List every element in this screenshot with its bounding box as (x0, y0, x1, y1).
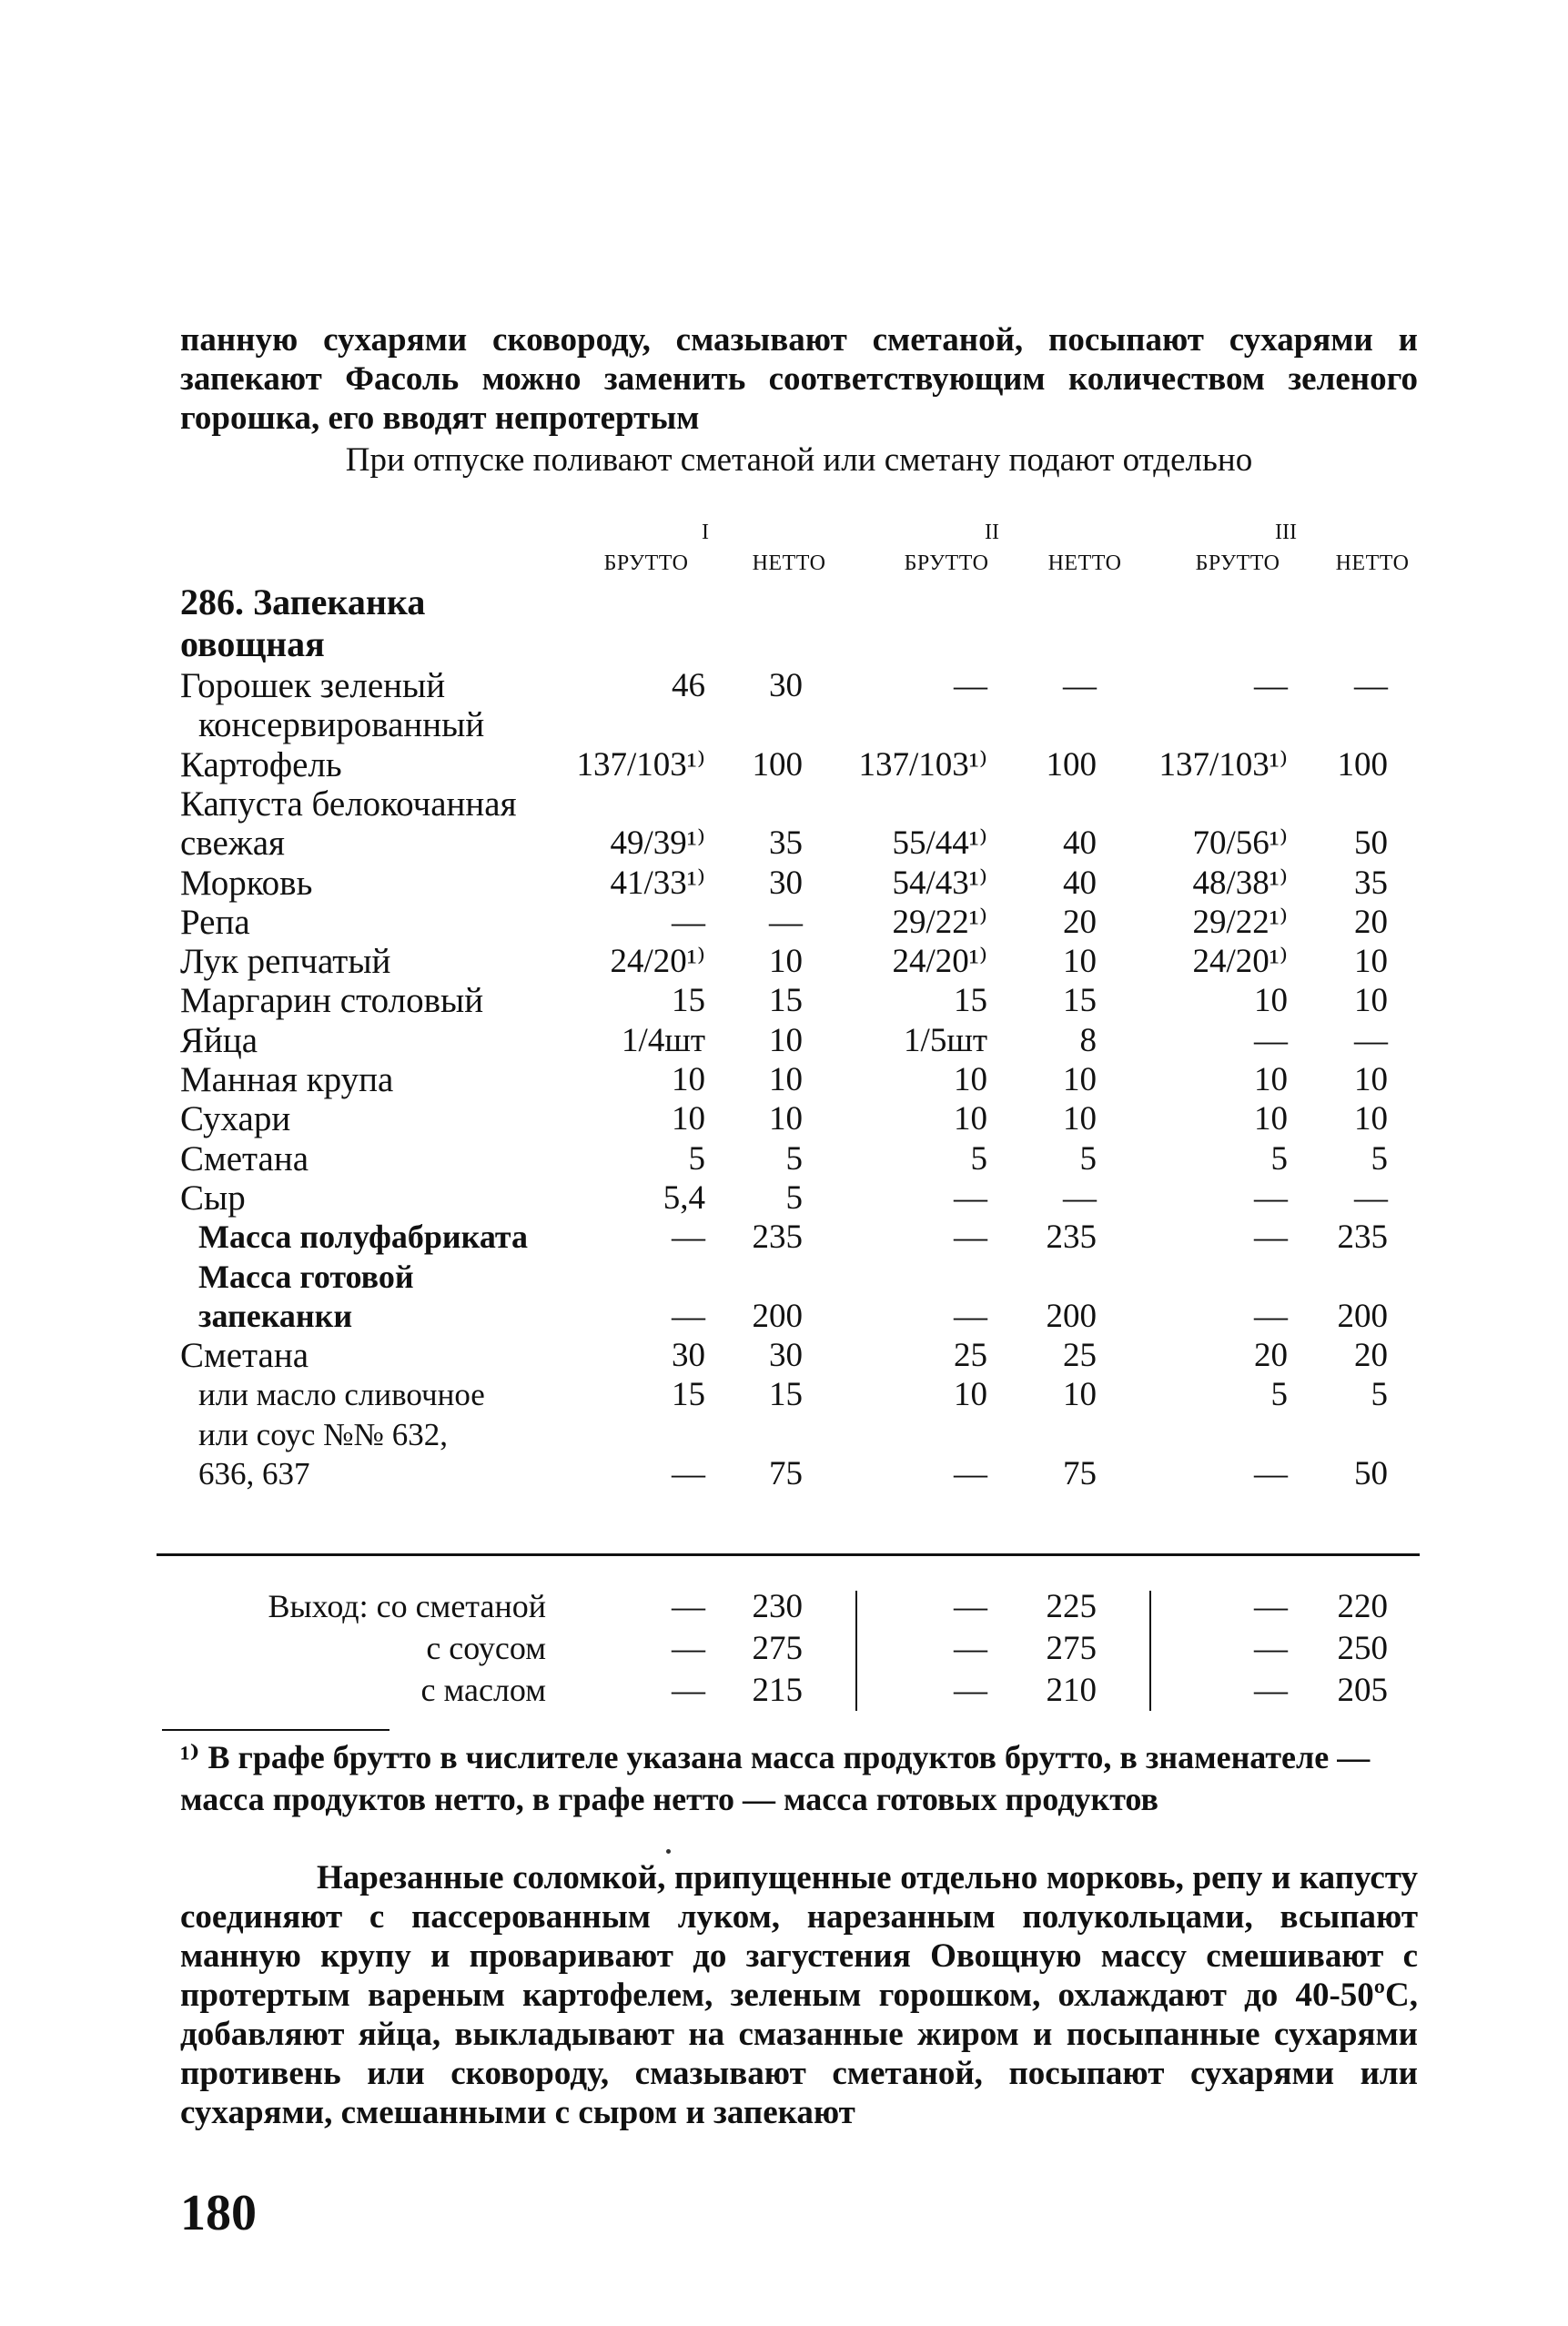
quantity-cell: 20 (1063, 903, 1097, 941)
yield-cell: — (954, 1588, 987, 1625)
quantity-cell: 100 (1337, 745, 1388, 784)
yield-label: с маслом (420, 1672, 546, 1708)
quantity-cell: 200 (1046, 1297, 1097, 1335)
quantity-cell: — (769, 903, 803, 941)
quantity-cell: 40 (1063, 824, 1097, 863)
quantity-cell: 49/39¹⁾ (610, 824, 705, 863)
quantity-cell: 46 (672, 667, 705, 704)
quantity-cell: 5 (1371, 1139, 1388, 1178)
quantity-cell: 75 (769, 1455, 803, 1492)
ingredient-name: Сметана (180, 1336, 309, 1376)
footnote-rule (162, 1729, 389, 1731)
quantity-cell: 235 (1337, 1219, 1388, 1257)
quantity-cell: — (1254, 667, 1288, 704)
quantity-cell: — (1354, 1021, 1388, 1059)
table-bottom-rule (157, 1553, 1420, 1556)
quantity-cell: 20 (1354, 903, 1388, 941)
quantity-cell: 137/103¹⁾ (858, 745, 987, 784)
quantity-cell: 100 (1046, 745, 1097, 784)
yield-divider (855, 1591, 857, 1711)
quantity-cell: 5 (1371, 1376, 1388, 1414)
quantity-cell: 1/5шт (904, 1021, 987, 1059)
recipe-title: 286. Запеканка (180, 582, 426, 622)
column-header-brutto: БРУТТО (904, 551, 989, 575)
column-header-brutto: БРУТТО (1195, 551, 1280, 575)
stray-dot (666, 1849, 671, 1854)
quantity-cell: 55/44¹⁾ (892, 824, 987, 863)
ingredient-name: Сметана (180, 1138, 309, 1178)
quantity-cell: 1/4шт (622, 1021, 705, 1059)
quantity-cell: 10 (769, 1061, 803, 1098)
quantity-cell: — (1254, 1219, 1288, 1257)
quantity-cell: 10 (1063, 1061, 1097, 1098)
quantity-cell: 25 (954, 1337, 987, 1375)
ingredient-name: Лук репчатый (180, 942, 391, 982)
quantity-cell: — (672, 1297, 705, 1335)
quantity-cell: 24/20¹⁾ (610, 943, 705, 981)
quantity-cell: 10 (769, 1100, 803, 1138)
quantity-cell: 10 (1063, 1376, 1097, 1414)
quantity-cell: 137/103¹⁾ (1158, 745, 1288, 784)
quantity-cell: 8 (1079, 1021, 1097, 1059)
yield-cell: 205 (1337, 1672, 1388, 1709)
quantity-cell: 75 (1063, 1455, 1097, 1492)
yield-cell: 220 (1337, 1588, 1388, 1625)
quantity-cell: 35 (1354, 864, 1388, 902)
quantity-cell: — (672, 903, 705, 941)
column-header-netto: НЕТТО (1335, 551, 1410, 575)
yield-divider (1149, 1591, 1151, 1711)
ingredient-name: Репа (180, 902, 250, 942)
recipe-title-continued: овощная (180, 623, 325, 664)
column-header-netto: НЕТТО (752, 551, 826, 575)
quantity-cell: — (1254, 1455, 1288, 1492)
quantity-cell: 5 (785, 1178, 803, 1217)
ingredient-name: 636, 637 (198, 1456, 310, 1492)
yield-cell: — (1254, 1630, 1288, 1667)
quantity-cell: 15 (1063, 982, 1097, 1020)
quantity-cell: 50 (1354, 824, 1388, 863)
yield-cell: — (1254, 1672, 1288, 1709)
ingredient-name: или соус №№ 632, (198, 1416, 448, 1452)
column-group-label: I (702, 521, 709, 544)
ingredient-name: Капуста белокочанная (180, 784, 517, 824)
ingredient-name: Сыр (180, 1178, 246, 1218)
quantity-cell: 29/22¹⁾ (892, 903, 987, 941)
quantity-cell: — (954, 1178, 987, 1217)
ingredient-name: или масло сливочное (198, 1377, 485, 1413)
yield-cell: 210 (1046, 1672, 1097, 1709)
ingredient-name: Масса полуфабриката (198, 1219, 529, 1256)
quantity-cell: 10 (954, 1376, 987, 1414)
quantity-cell: 10 (954, 1061, 987, 1098)
footnote: ¹⁾ В графе брутто в числителе указана масса продуктов брутто, в знаменателе — масса продуктов нетто, в графе нетто — масса готовых продуктов (180, 1739, 1371, 1817)
ingredient-name: свежая (180, 824, 286, 864)
quantity-cell: — (1063, 1178, 1097, 1217)
quantity-cell: 54/43¹⁾ (892, 864, 987, 902)
ingredient-name: консервированный (198, 705, 485, 745)
yield-cell: 215 (752, 1672, 803, 1709)
quantity-cell: — (672, 1219, 705, 1257)
quantity-cell: — (1254, 1178, 1288, 1217)
ingredient-name: Маргарин столовый (180, 981, 484, 1021)
quantity-cell: 10 (1354, 1061, 1388, 1098)
quantity-cell: 10 (672, 1061, 705, 1098)
quantity-cell: — (1254, 1297, 1288, 1335)
column-group-label: III (1275, 521, 1297, 544)
quantity-cell: 70/56¹⁾ (1192, 824, 1288, 863)
yield-cell: 225 (1046, 1588, 1097, 1625)
yield-cell: — (1254, 1588, 1288, 1625)
top-paragraph: панную сухарями сковороду, смазывают сметаной, посыпают сухарями и запекают Фасоль можно заменить соответствующим количеством зеленого горошка, его вводят непротертым (180, 321, 1418, 437)
quantity-cell: — (1354, 667, 1388, 704)
quantity-cell: 10 (1354, 982, 1388, 1020)
quantity-cell: — (672, 1455, 705, 1492)
ingredient-name: Картофель (180, 744, 342, 784)
quantity-cell: 5,4 (663, 1178, 705, 1217)
page-number: 180 (180, 2185, 257, 2241)
quantity-cell: 15 (672, 1376, 705, 1414)
quantity-cell: 137/103¹⁾ (576, 745, 705, 784)
quantity-cell: 50 (1354, 1455, 1388, 1492)
yield-cell: — (954, 1672, 987, 1709)
quantity-cell: — (954, 1219, 987, 1257)
yield-label: Выход: со сметаной (268, 1588, 546, 1624)
quantity-cell: 5 (785, 1139, 803, 1178)
quantity-cell: — (1063, 667, 1097, 704)
quantity-cell: 10 (1254, 1061, 1288, 1098)
yield-label: с соусом (426, 1630, 546, 1666)
quantity-cell: 200 (1337, 1297, 1388, 1335)
quantity-cell: 25 (1063, 1337, 1097, 1375)
quantity-cell: 15 (954, 982, 987, 1020)
quantity-cell: 15 (769, 1376, 803, 1414)
ingredient-name: Масса готовой (198, 1258, 414, 1295)
method-paragraph: Нарезанные соломкой, припущенные отдельно морковь, репу и капусту соединяют с пассерованным луком, нарезанным полукольцами, всыпают манную крупу и проваривают до загустения Овощную массу смешивают с протертым вареным картофелем, зеленым горошком, охлаждают до 40-50ºС, добавляют яйца, выкладывают на смазанные жиром и посыпанные сухарями противень или сковороду, смазывают сметаной, посыпают сухарями или сухарями, смешанными с сыром и запекают (180, 1859, 1418, 2131)
ingredient-name: Морковь (180, 863, 313, 903)
ingredient-name: Манная крупа (180, 1060, 394, 1099)
column-header-netto: НЕТТО (1047, 551, 1122, 575)
yield-cell: — (954, 1630, 987, 1667)
yield-cell: — (672, 1588, 705, 1625)
quantity-cell: 235 (1046, 1219, 1097, 1257)
quantity-cell: 10 (672, 1100, 705, 1138)
quantity-cell: 5 (970, 1139, 987, 1178)
ingredient-name: Яйца (180, 1020, 258, 1060)
serving-note: При отпуске поливают сметаной или сметану подают отдельно (345, 441, 1253, 479)
quantity-cell: 35 (769, 824, 803, 863)
quantity-cell: — (954, 1455, 987, 1492)
quantity-cell: 10 (1354, 943, 1388, 981)
quantity-cell: 10 (954, 1100, 987, 1138)
quantity-cell: 15 (769, 982, 803, 1020)
yield-cell: — (672, 1672, 705, 1709)
ingredient-name: Горошек зеленый (180, 666, 446, 705)
column-header-brutto: БРУТТО (603, 551, 689, 575)
yield-cell: — (672, 1630, 705, 1667)
quantity-cell: 40 (1063, 864, 1097, 902)
quantity-cell: 30 (769, 667, 803, 704)
yield-cell: 230 (752, 1588, 803, 1625)
quantity-cell: 30 (769, 864, 803, 902)
quantity-cell: 10 (1354, 1100, 1388, 1138)
ingredient-name: запеканки (198, 1297, 353, 1334)
ingredient-name: Сухари (180, 1099, 291, 1139)
quantity-cell: — (1254, 1021, 1288, 1059)
quantity-cell: 10 (1063, 943, 1097, 981)
quantity-cell: 10 (1063, 1100, 1097, 1138)
quantity-cell: 100 (752, 745, 803, 784)
quantity-cell: 5 (688, 1139, 705, 1178)
quantity-cell: 5 (1079, 1139, 1097, 1178)
quantity-cell: 48/38¹⁾ (1192, 864, 1288, 902)
quantity-cell: 5 (1270, 1376, 1288, 1414)
quantity-cell: 5 (1270, 1139, 1288, 1178)
quantity-cell: — (954, 1297, 987, 1335)
column-group-label: II (985, 521, 999, 544)
quantity-cell: 24/20¹⁾ (892, 943, 987, 981)
quantity-cell: 20 (1354, 1337, 1388, 1375)
quantity-cell: 41/33¹⁾ (610, 864, 705, 902)
yield-cell: 275 (1046, 1630, 1097, 1667)
quantity-cell: 235 (752, 1219, 803, 1257)
quantity-cell: — (1354, 1178, 1388, 1217)
quantity-cell: 24/20¹⁾ (1192, 943, 1288, 981)
quantity-cell: 200 (752, 1297, 803, 1335)
quantity-cell: 20 (1254, 1337, 1288, 1375)
quantity-cell: 30 (769, 1337, 803, 1375)
yield-cell: 250 (1337, 1630, 1388, 1667)
quantity-cell: 10 (769, 1021, 803, 1059)
quantity-cell: 10 (1254, 1100, 1288, 1138)
quantity-cell: 10 (769, 943, 803, 981)
quantity-cell: 10 (1254, 982, 1288, 1020)
quantity-cell: 15 (672, 982, 705, 1020)
yield-cell: 275 (752, 1630, 803, 1667)
quantity-cell: — (954, 667, 987, 704)
quantity-cell: 29/22¹⁾ (1192, 903, 1288, 941)
quantity-cell: 30 (672, 1337, 705, 1375)
